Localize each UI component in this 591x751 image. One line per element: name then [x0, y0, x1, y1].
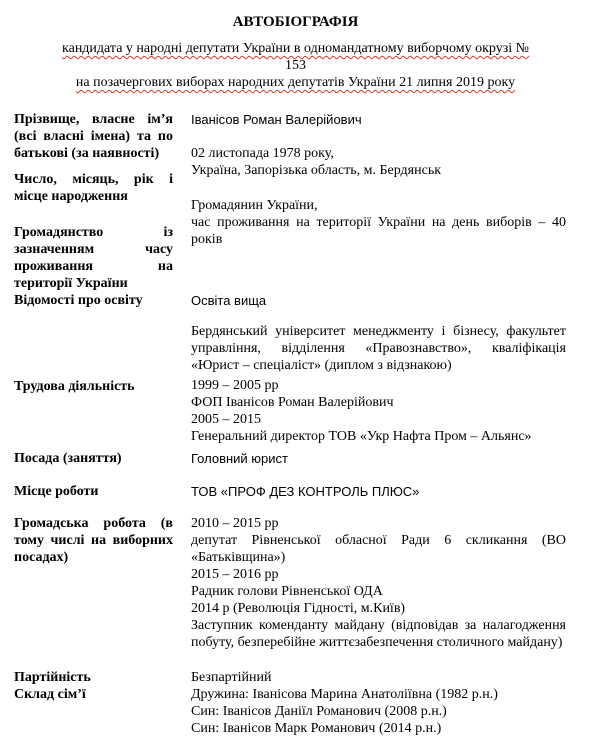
citizenship-residence: час проживання на території України на день виборів – 40 років [191, 215, 566, 247]
family-member-3: Син: Іванісов Марк Романович (2014 р.н.) [191, 721, 442, 736]
public-work-value [191, 515, 566, 651]
workplace-value: ТОВ «ПРОФ ДЕЗ КОНТРОЛЬ ПЛЮС» [191, 484, 420, 499]
public-work-label: Громадська робота (в тому числі на виборних посадах) [14, 516, 173, 565]
position-label: Посада (заняття) [14, 451, 122, 466]
education-value [191, 292, 566, 374]
birth-place: Україна, Запорізька область, м. Бердянськ [191, 163, 442, 178]
work-label: Трудова діяльність [14, 379, 135, 394]
name-label: Прізвище, власне ім’я (всі власні імена) та по батькові (за наявності) [14, 112, 173, 161]
citizenship-label: Громадянство із зазначенням часу проживання на території України [14, 225, 173, 291]
public-period-3: 2014 р (Революція Гідності, м.Київ) [191, 601, 406, 616]
family-member-2: Син: Іванісов Даніїл Романович (2008 р.н.) [191, 704, 447, 719]
birth-date: 02 листопада 1978 року, [191, 146, 334, 161]
public-role-1: депутат Рівненської обласної Ради 6 скликання (ВО «Батьківщина») [191, 533, 566, 565]
family-label: Склад сім’ї [14, 687, 86, 702]
citizenship-status: Громадянин України, [191, 198, 318, 213]
education-institution: Бердянський університет менеджменту і бізнесу, факультет управління, відділення «Правознавство», кваліфікація «Юрист – спеціаліст» (диплом з відзнакою) [191, 324, 566, 373]
work-period-1: 1999 – 2005 рр [191, 378, 279, 393]
public-period-2: 2015 – 2016 рр [191, 567, 279, 582]
work-value [191, 377, 566, 445]
position-value: Головний юрист [191, 451, 288, 466]
workplace-label: Місце роботи [14, 484, 99, 499]
birth-value [191, 145, 566, 179]
party-value: Безпартійний [191, 670, 272, 685]
work-employer-2: Генеральний директор ТОВ «Укр Нафта Пром – Альянс» [191, 429, 532, 444]
public-period-1: 2010 – 2015 рр [191, 516, 279, 531]
family-member-1: Дружина: Іванісова Марина Анатоліївна (1982 р.н.) [191, 687, 498, 702]
party-label: Партійність [14, 670, 91, 685]
public-role-2: Радник голови Рівненської ОДА [191, 584, 383, 599]
name-value: Іванісов Роман Валерійович [191, 112, 362, 127]
family-value [191, 686, 566, 737]
birth-label: Число, місяць, рік і місце народження [14, 172, 173, 204]
work-period-2: 2005 – 2015 [191, 412, 261, 427]
work-employer-1: ФОП Іванісов Роман Валерійович [191, 395, 394, 410]
subtitle-line-1: кандидата у народні депутати України в одномандатному виборчому окрузі № [62, 41, 529, 56]
education-level: Освіта вища [191, 293, 267, 308]
document-title: АВТОБІОГРАФІЯ [232, 14, 359, 30]
citizenship-value [191, 197, 566, 248]
subtitle-line-2: 153 [285, 58, 306, 73]
document-subtitle [20, 40, 571, 91]
public-role-3: Заступник коменданту майдану (відповідав за налагодження побуту, безперебійне життєзабезпечення столичного майдану) [191, 618, 566, 650]
education-label: Відомості про освіту [14, 293, 143, 308]
subtitle-line-3: на позачергових виборах народних депутатів України 21 липня 2019 року [75, 75, 516, 90]
